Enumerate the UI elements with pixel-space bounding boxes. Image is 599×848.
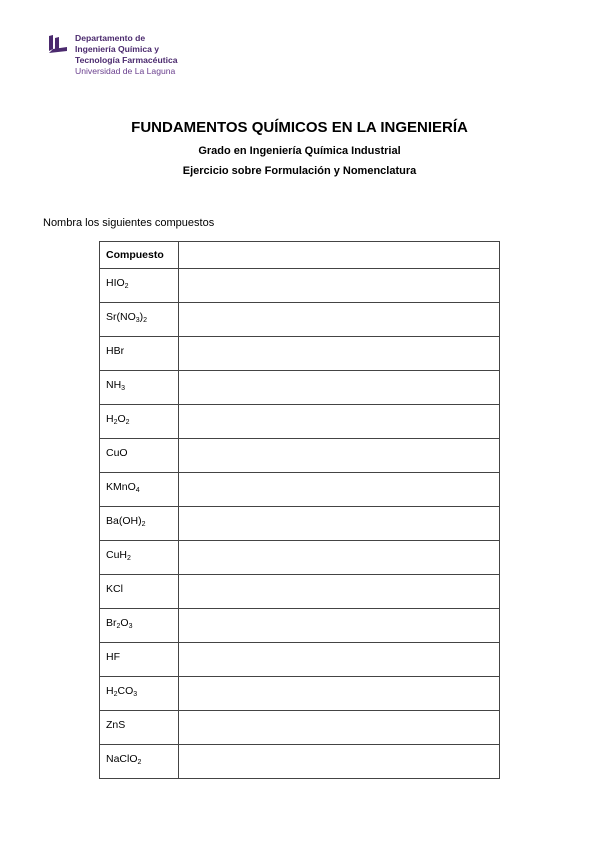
formula-subscript: 2 [137, 759, 142, 766]
formula-subscript: 2 [116, 623, 121, 630]
formula-subscript: 2 [141, 521, 146, 528]
compound-name-answer[interactable] [179, 541, 500, 575]
formula-subscript: 2 [143, 317, 148, 324]
formula-text: H [106, 685, 114, 697]
table-row [100, 575, 500, 609]
compound-formula [100, 473, 179, 507]
formula-text: CuH [106, 549, 128, 561]
table-body [100, 269, 500, 779]
table-row [100, 439, 500, 473]
formula-subscript: 4 [135, 487, 140, 494]
formula-text: HBr [106, 345, 125, 357]
logo-line-2: Ingeniería Química y [75, 44, 160, 54]
formula-text: HF [106, 651, 120, 663]
compound-name-answer[interactable] [179, 507, 500, 541]
compound-formula [100, 405, 179, 439]
formula-subscript: 3 [128, 623, 133, 630]
subtitle-exercise: Ejercicio sobre Formulación y Nomenclatura [182, 165, 417, 177]
table-row [100, 643, 500, 677]
formula-subscript: 3 [133, 691, 138, 698]
logo-line-1: Departamento de [75, 33, 146, 43]
formula-subscript: 2 [113, 419, 118, 426]
compound-name-answer[interactable] [179, 609, 500, 643]
compound-formula [100, 609, 179, 643]
compound-formula [100, 643, 179, 677]
logo-line-3: Tecnología Farmacéutica [75, 55, 178, 65]
formula-subscript: 3 [135, 317, 140, 324]
compound-name-answer[interactable] [179, 371, 500, 405]
compound-formula [100, 439, 179, 473]
compound-formula [100, 745, 179, 779]
table-row [100, 745, 500, 779]
logo-line-4: Universidad de La Laguna [75, 66, 176, 76]
compound-formula [100, 337, 179, 371]
formula-subscript: 2 [113, 691, 118, 698]
compound-name-answer[interactable] [179, 677, 500, 711]
compound-name-answer[interactable] [179, 439, 500, 473]
formula-text: KCl [106, 583, 123, 595]
table-row [100, 473, 500, 507]
compounds-table [99, 241, 500, 779]
compound-name-answer[interactable] [179, 575, 500, 609]
table-row [100, 405, 500, 439]
formula-subscript: 2 [124, 283, 129, 290]
formula-text: H [106, 413, 114, 425]
formula-text: KMnO [106, 481, 136, 493]
formula-text: O [117, 413, 126, 425]
formula-text: O [120, 617, 129, 629]
formula-subscript: 3 [121, 385, 126, 392]
table-row [100, 303, 500, 337]
instruction-text: Nombra los siguientes compuestos [43, 217, 215, 229]
column-header-compound: Compuesto [100, 242, 179, 269]
column-header-answer [179, 242, 500, 269]
compound-formula [100, 575, 179, 609]
compound-name-answer[interactable] [179, 643, 500, 677]
compound-name-answer[interactable] [179, 473, 500, 507]
ull-logo-icon [47, 35, 69, 53]
compound-name-answer[interactable] [179, 269, 500, 303]
formula-subscript: 2 [127, 555, 131, 562]
table-header-row [100, 242, 500, 269]
table-row [100, 609, 500, 643]
formula-subscript: 2 [125, 419, 130, 426]
compound-name-answer[interactable] [179, 337, 500, 371]
compound-formula [100, 541, 179, 575]
compound-name-answer[interactable] [179, 745, 500, 779]
table-row [100, 541, 500, 575]
formula-text: ) [139, 311, 144, 323]
compound-name-answer[interactable] [179, 711, 500, 745]
table-row [100, 711, 500, 745]
department-logo [47, 33, 207, 79]
formula-text: CO [117, 685, 134, 697]
table-row [100, 269, 500, 303]
table-row [100, 371, 500, 405]
formula-text: ZnS [106, 719, 126, 731]
table-row [100, 337, 500, 371]
compound-name-answer[interactable] [179, 405, 500, 439]
formula-text: NH [106, 379, 122, 391]
formula-text: NaClO [106, 753, 138, 765]
compound-formula [100, 507, 179, 541]
formula-text: Ba(OH) [106, 515, 142, 527]
compound-formula [100, 303, 179, 337]
formula-text: Sr(NO [106, 311, 136, 323]
compound-formula [100, 371, 179, 405]
formula-text: Br [106, 617, 117, 629]
table-row [100, 507, 500, 541]
page-title: FUNDAMENTOS QUÍMICOS EN LA INGENIERÍA [131, 119, 468, 136]
table-row [100, 677, 500, 711]
formula-text: CuO [106, 447, 128, 459]
compound-formula [100, 677, 179, 711]
formula-text: HIO [106, 277, 125, 289]
compound-formula [100, 711, 179, 745]
subtitle-degree: Grado en Ingeniería Química Industrial [198, 145, 401, 157]
logo-text [75, 33, 178, 77]
compound-formula [100, 269, 179, 303]
compound-name-answer[interactable] [179, 303, 500, 337]
